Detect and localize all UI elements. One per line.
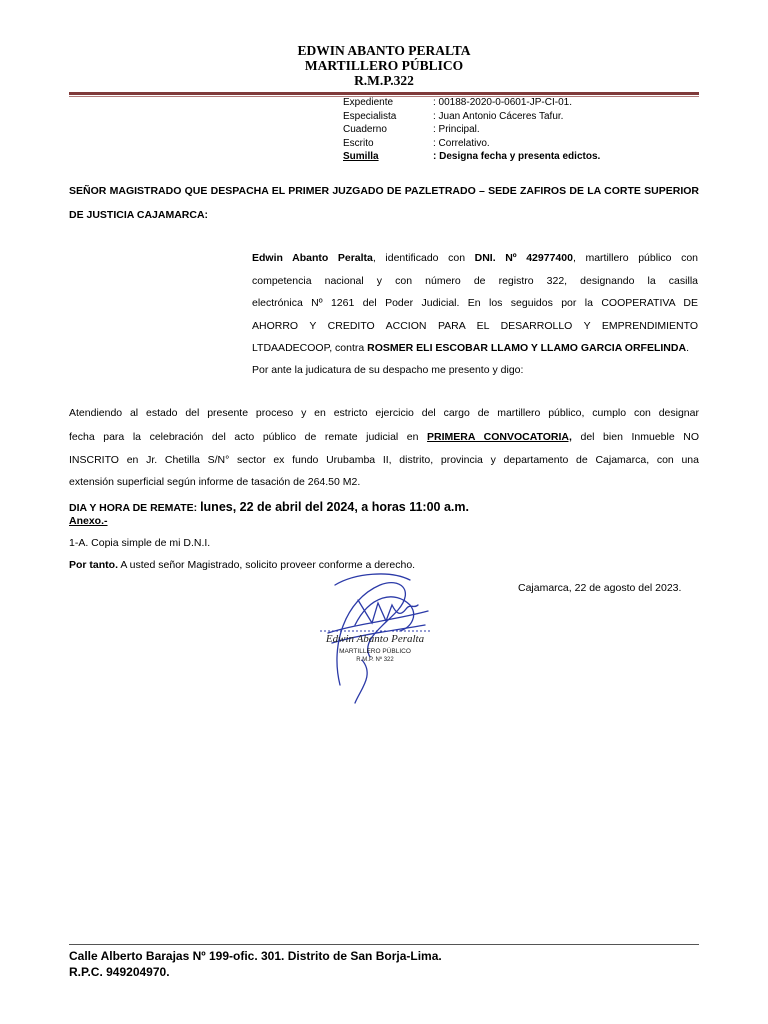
intro-text: . [686, 342, 689, 354]
remate-line [69, 498, 469, 516]
intro-defendants: ROSMER ELI ESCOBAR LLAMO Y LLAMO GARCIA ORFELINDA [367, 342, 687, 354]
meta-value-escrito: : Correlativo. [433, 137, 490, 149]
addressee-line-1: SEÑOR MAGISTRADO QUE DESPACHA EL PRIMER JUZGADO DE PAZLETRADO – SEDE ZAFIROS DE LA CORTE SUPERIOR [69, 185, 699, 197]
meta-key-expediente: Expediente [343, 97, 394, 108]
footer-phone: R.P.C. 949204970. [69, 965, 170, 979]
remate-label: DIA Y HORA DE REMATE: [69, 502, 201, 514]
footer-address: Calle Alberto Barajas Nº 199-ofic. 301. Distrito de San Borja-Lima. [69, 949, 442, 963]
signature-stamp [300, 565, 450, 705]
intro-text: , identificado con [372, 252, 475, 264]
anexo-item: 1-A. Copia simple de mi D.N.I. [69, 537, 211, 549]
footer-rule [69, 944, 699, 945]
addressee-line-2: DE JUSTICIA CAJAMARCA: [69, 209, 209, 221]
meta-value-expediente: : 00188-2020-0-0601-JP-CI-01. [433, 97, 572, 108]
body-convocatoria: PRIMERA CONVOCATORIA, [427, 431, 572, 443]
stamp-registration: R.M.P. Nº 322 [356, 657, 394, 663]
case-metadata [0, 96, 768, 166]
body-line-3: INSCRITO en Jr. Chetilla S/N° sector ex fundo Urubamba II, distrito, provincia y departamento de Cajamarca, con una [69, 454, 699, 466]
meta-value-especialista: : Juan Antonio Cáceres Tafur. [433, 110, 564, 122]
body-line-1: Atendiendo al estado del presente proceso y en estricto ejercicio del cargo de martillero público, cumplo con designar [69, 407, 699, 419]
signature-stroke [355, 660, 367, 703]
body-text: fecha para la celebración del acto público de remate judicial en [69, 431, 428, 443]
intro-line-6: Por ante la judicatura de su despacho me presento y digo: [252, 364, 524, 376]
signature-stroke [355, 597, 414, 631]
intro-line-1 [252, 252, 698, 264]
meta-key-sumilla: Sumilla [343, 151, 379, 162]
meta-key-especialista: Especialista [343, 110, 397, 122]
body-text: del bien Inmueble NO [571, 431, 699, 443]
body-line-2 [69, 431, 699, 443]
intro-text: LTDAADECOOP, contra [252, 342, 368, 354]
header-rule [69, 92, 699, 95]
intro-line-4: AHORRO Y CREDITO ACCION PARA EL DESARROLLO Y EMPRENDIMIENTO [252, 320, 698, 332]
intro-line-5 [252, 342, 689, 354]
remate-value: lunes, 22 de abril del 2024, a horas 11:00 a.m. [200, 500, 469, 514]
closing-text: A usted señor Magistrado, solicito proveer conforme a derecho. [118, 559, 416, 571]
meta-value-sumilla: : Designa fecha y presenta edictos. [433, 151, 601, 162]
intro-dni: DNI. Nº 42977400 [474, 252, 573, 264]
author-role: MARTILLERO PÚBLICO [304, 58, 464, 73]
stamp-role: MARTILLERO PÚBLICO [339, 648, 411, 655]
meta-key-escrito: Escrito [343, 137, 374, 149]
body-line-4: extensión superficial según informe de tasación de 264.50 M2. [69, 476, 361, 488]
document-date: Cajamarca, 22 de agosto del 2023. [518, 582, 682, 594]
intro-line-3: electrónica Nº 1261 del Poder Judicial. En los seguidos por la COOPERATIVA DE [252, 297, 698, 309]
closing-bold: Por tanto. [69, 559, 118, 571]
author-registration: R.M.P.322 [354, 73, 414, 88]
anexo-title: Anexo.- [69, 515, 108, 527]
stamp-name: Edwin Abanto Peralta [325, 633, 425, 645]
author-name: EDWIN ABANTO PERALTA [297, 43, 471, 58]
intro-text: , martillero público con [572, 252, 698, 264]
meta-key-cuaderno: Cuaderno [343, 124, 387, 135]
meta-value-cuaderno: : Principal. [433, 124, 480, 135]
intro-name: Edwin Abanto Peralta [252, 252, 373, 264]
intro-line-2: competencia nacional y con número de registro 322, designando la casilla [252, 275, 698, 287]
